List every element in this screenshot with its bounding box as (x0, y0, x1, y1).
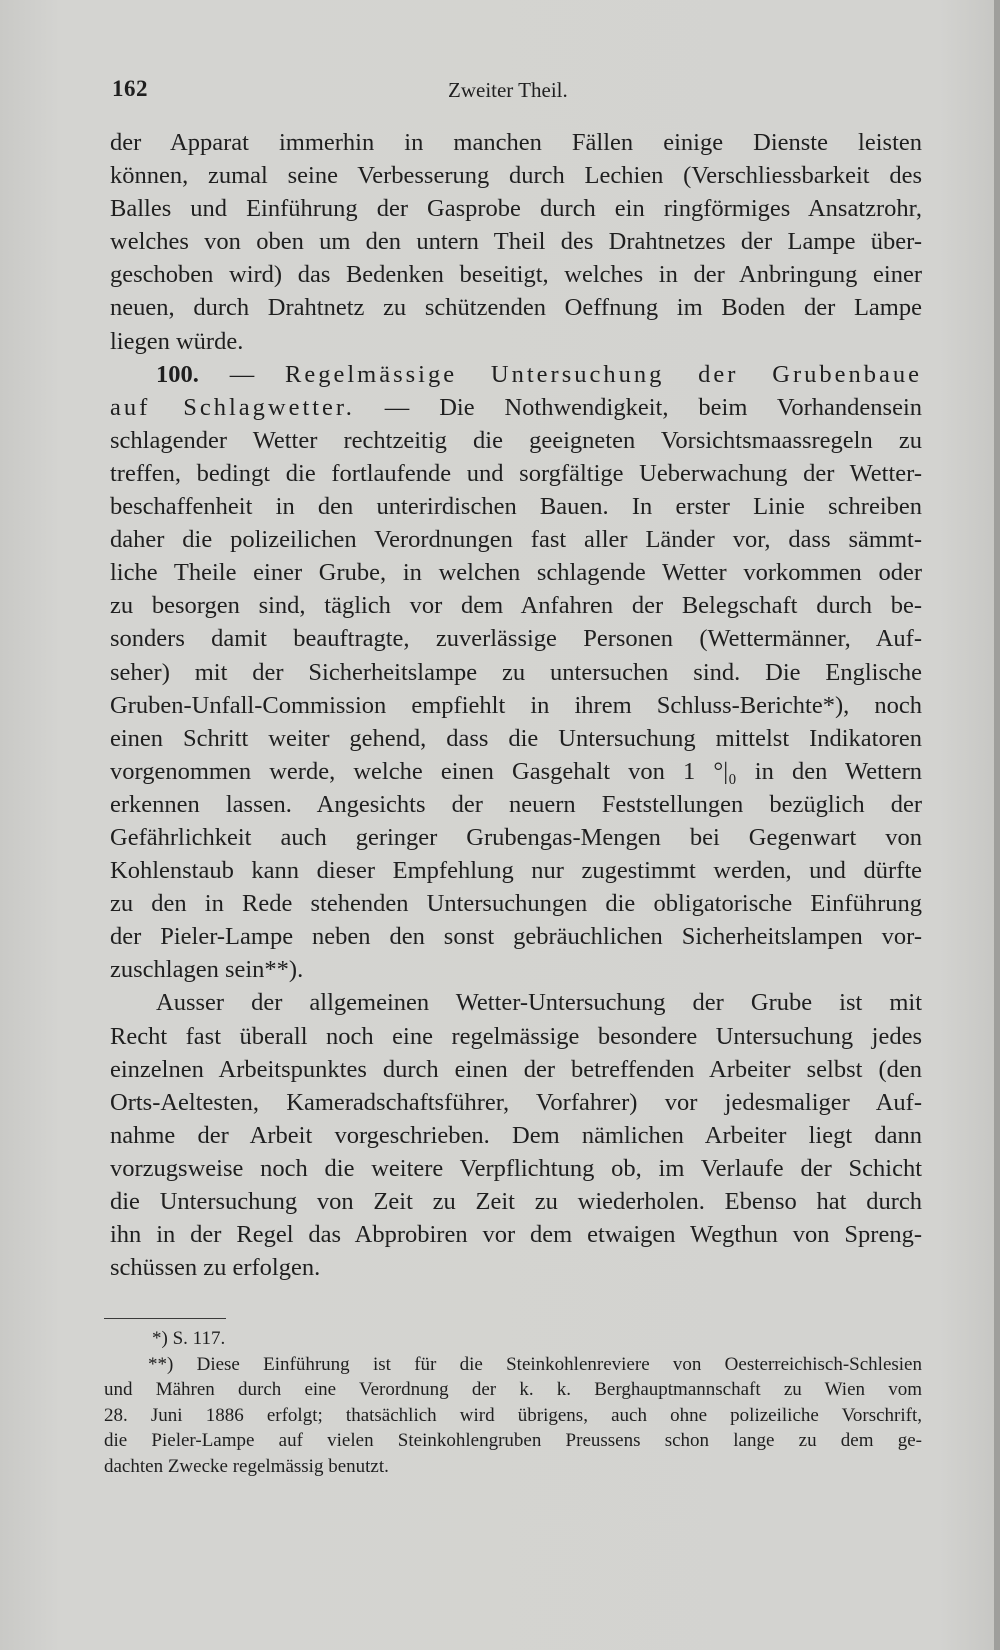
section-number: 100. (156, 360, 199, 388)
text-line: beschaffenheit in den unterirdischen Bauen. In erster Linie schreiben (110, 493, 922, 521)
text-line: erkennen lassen. Angesichts der neuern Feststellungen bezüglich der (110, 790, 922, 818)
running-head: Zweiter Theil. (448, 78, 568, 102)
text-line: können, zumal seine Verbesserung durch Lechien (Verschliessbarkeit des (110, 162, 922, 190)
text-line: Gefährlichkeit auch geringer Grubengas-Mengen bei Gegenwart von (110, 823, 922, 851)
footnote-divider (104, 1318, 226, 1319)
section-heading-line (110, 358, 922, 391)
page-edge-shadow (994, 0, 1000, 1650)
text-line: schüssen zu erfolgen. (110, 1254, 321, 1282)
text-line: Recht fast überall noch eine regelmässige besondere Untersuchung jedes (110, 1022, 922, 1050)
text-line: geschoben wird) das Bedenken beseitigt, welches in der Anbringung einer (110, 261, 922, 289)
text-line: der Pieler-Lampe neben den sonst gebräuchlichen Sicherheitslampen vor- (110, 923, 922, 951)
text-line: Orts-Aeltesten, Kameradschaftsführer, Vorfahrer) vor jedesmaliger Auf- (110, 1088, 922, 1116)
text-line: Balles und Einführung der Gasprobe durch ein ringförmiges Ansatzrohr, (110, 195, 922, 223)
section-heading-line (110, 391, 922, 424)
text-line: der Apparat immerhin in manchen Fällen einige Dienste leisten (110, 129, 922, 156)
text-line: ihn in der Regel das Abprobiren vor dem etwaigen Wegthun von Spreng- (110, 1221, 922, 1249)
text-line: die Untersuchung von Zeit zu Zeit zu wiederholen. Ebenso hat durch (110, 1188, 922, 1215)
text-line: Ausser der allgemeinen Wetter-Untersuchung der Grube ist mit (156, 989, 922, 1017)
page-number: 162 (112, 76, 148, 101)
footnote-2-line: und Mähren durch eine Verordnung der k. k. Berghauptmannschaft zu Wien vom (104, 1379, 922, 1400)
text-line: daher die polizeilichen Verordnungen fast aller Länder vor, dass sämmt- (110, 526, 922, 554)
text-line: zu den in Rede stehenden Untersuchungen die obligatorische Einführung (110, 890, 922, 918)
text-line: liegen würde. (110, 327, 244, 355)
footnote-2-line: **) Diese Einführung ist für die Steinkohlenreviere von Oesterreichisch-Schlesien (148, 1353, 922, 1375)
footnote-2-line: dachten Zwecke regelmässig benutzt. (104, 1455, 389, 1477)
text-line: welches von oben um den untern Theil des Drahtnetzes der Lampe über- (110, 228, 922, 256)
text-line: schlagender Wetter rechtzeitig die geeigneten Vorsichtsmaassregeln zu (110, 426, 922, 454)
text-line: sonders damit beauftragte, zuverlässige Personen (Wettermänner, Auf- (110, 625, 922, 653)
text-line: vorzugsweise noch die weitere Verpflichtung ob, im Verlaufe der Schicht (110, 1154, 922, 1182)
text-line: treffen, bedingt die fortlaufende und sorgfältige Ueberwachung der Wetter- (110, 459, 922, 487)
text-line: zu besorgen sind, täglich vor dem Anfahren der Belegschaft durch be- (110, 592, 922, 620)
text-line: Kohlenstaub kann dieser Empfehlung nur zugestimmt werden, und dürfte (110, 857, 922, 885)
text-line: einzelnen Arbeitspunktes durch einen der betreffenden Arbeiter selbst (den (110, 1055, 922, 1083)
section-dash: — (198, 360, 286, 388)
footnotes (104, 1326, 922, 1479)
text-line: nahme der Arbeit vorgeschrieben. Dem nämlichen Arbeiter liegt dann (110, 1121, 922, 1149)
text-line: vorgenommen werde, welche einen Gasgehalt von 1 °|₀ in den Wettern (110, 757, 922, 785)
section-title-part1: Regelmässige Untersuchung der Grubenbaue (285, 360, 922, 388)
text-line: neuen, durch Drahtnetz zu schützenden Oeffnung im Boden der Lampe (110, 294, 922, 322)
section-title-part2: auf Schlagwetter. (110, 393, 355, 421)
page-header (112, 76, 912, 110)
text-line: Gruben-Unfall-Commission empfiehlt in ihrem Schluss-Berichte*), noch (110, 691, 922, 719)
text-line: liche Theile einer Grube, in welchen schlagende Wetter vorkommen oder (110, 559, 922, 587)
section-intro-text: — Die Nothwendigkeit, beim Vorhandensein (354, 393, 922, 421)
text-line: zuschlagen sein**). (110, 956, 304, 984)
footnote-2-line: 28. Juni 1886 erfolgt; thatsächlich wird übrigens, auch ohne polizeiliche Vorschrift, (104, 1404, 922, 1426)
text-line: seher) mit der Sicherheitslampe zu untersuchen sind. Die Englische (110, 658, 922, 686)
footnote-1: *) S. 117. (152, 1328, 226, 1349)
text-line: einen Schritt weiter gehend, dass die Untersuchung mittelst Indikatoren (110, 724, 922, 752)
footnote-2-line: die Pieler-Lampe auf vielen Steinkohlengruben Preussens schon lange zu dem ge- (104, 1430, 922, 1451)
body-text (110, 126, 922, 1284)
